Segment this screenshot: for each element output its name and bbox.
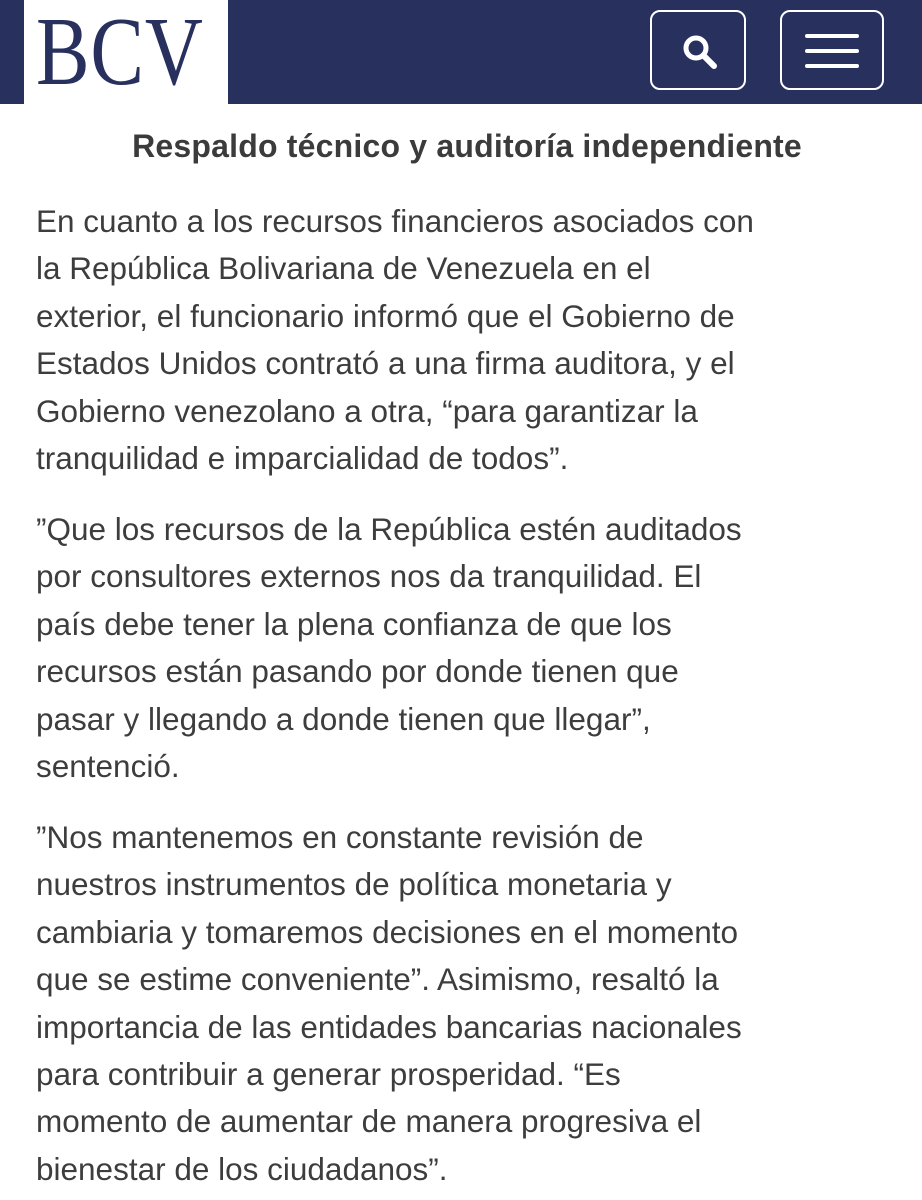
menu-button[interactable] (780, 10, 884, 90)
logo-text: BCV (36, 0, 204, 106)
site-header (0, 0, 922, 104)
article-paragraph: ”Que los recursos de la República estén auditados por consultores externos nos da tranquilidad. El país debe tener la plena confianza de que los recursos están pasando por donde tienen que pasar y llegando a donde tienen que llegar”, sentenció. (36, 511, 742, 785)
logo[interactable] (0, 0, 228, 104)
logo-accent-bar (0, 0, 24, 104)
section-title: Respaldo técnico y auditoría independiente (132, 128, 802, 164)
article-paragraph: ”Nos mantenemos en constante revisión de nuestros instrumentos de política monetaria y cambiaria y tomaremos decisiones en el momento que se estime conveniente”. Asimismo, resaltó la importancia de las entidades bancarias nacionales para contribuir a generar prosperidad. “Es momento de aumentar de manera progresiva el bienestar de los ciudadanos”. (36, 819, 742, 1187)
article-content (36, 104, 898, 1187)
search-button[interactable] (650, 10, 746, 90)
article-paragraph: En cuanto a los recursos financieros asociados con la República Bolivariana de Venezuela en el exterior, el funcionario informó que el Gobierno de Estados Unidos contrató a una firma auditora, y el Gobierno venezolano a otra, “para garantizar la tranquilidad e imparcialidad de todos”. (36, 203, 754, 477)
search-icon (682, 34, 718, 70)
